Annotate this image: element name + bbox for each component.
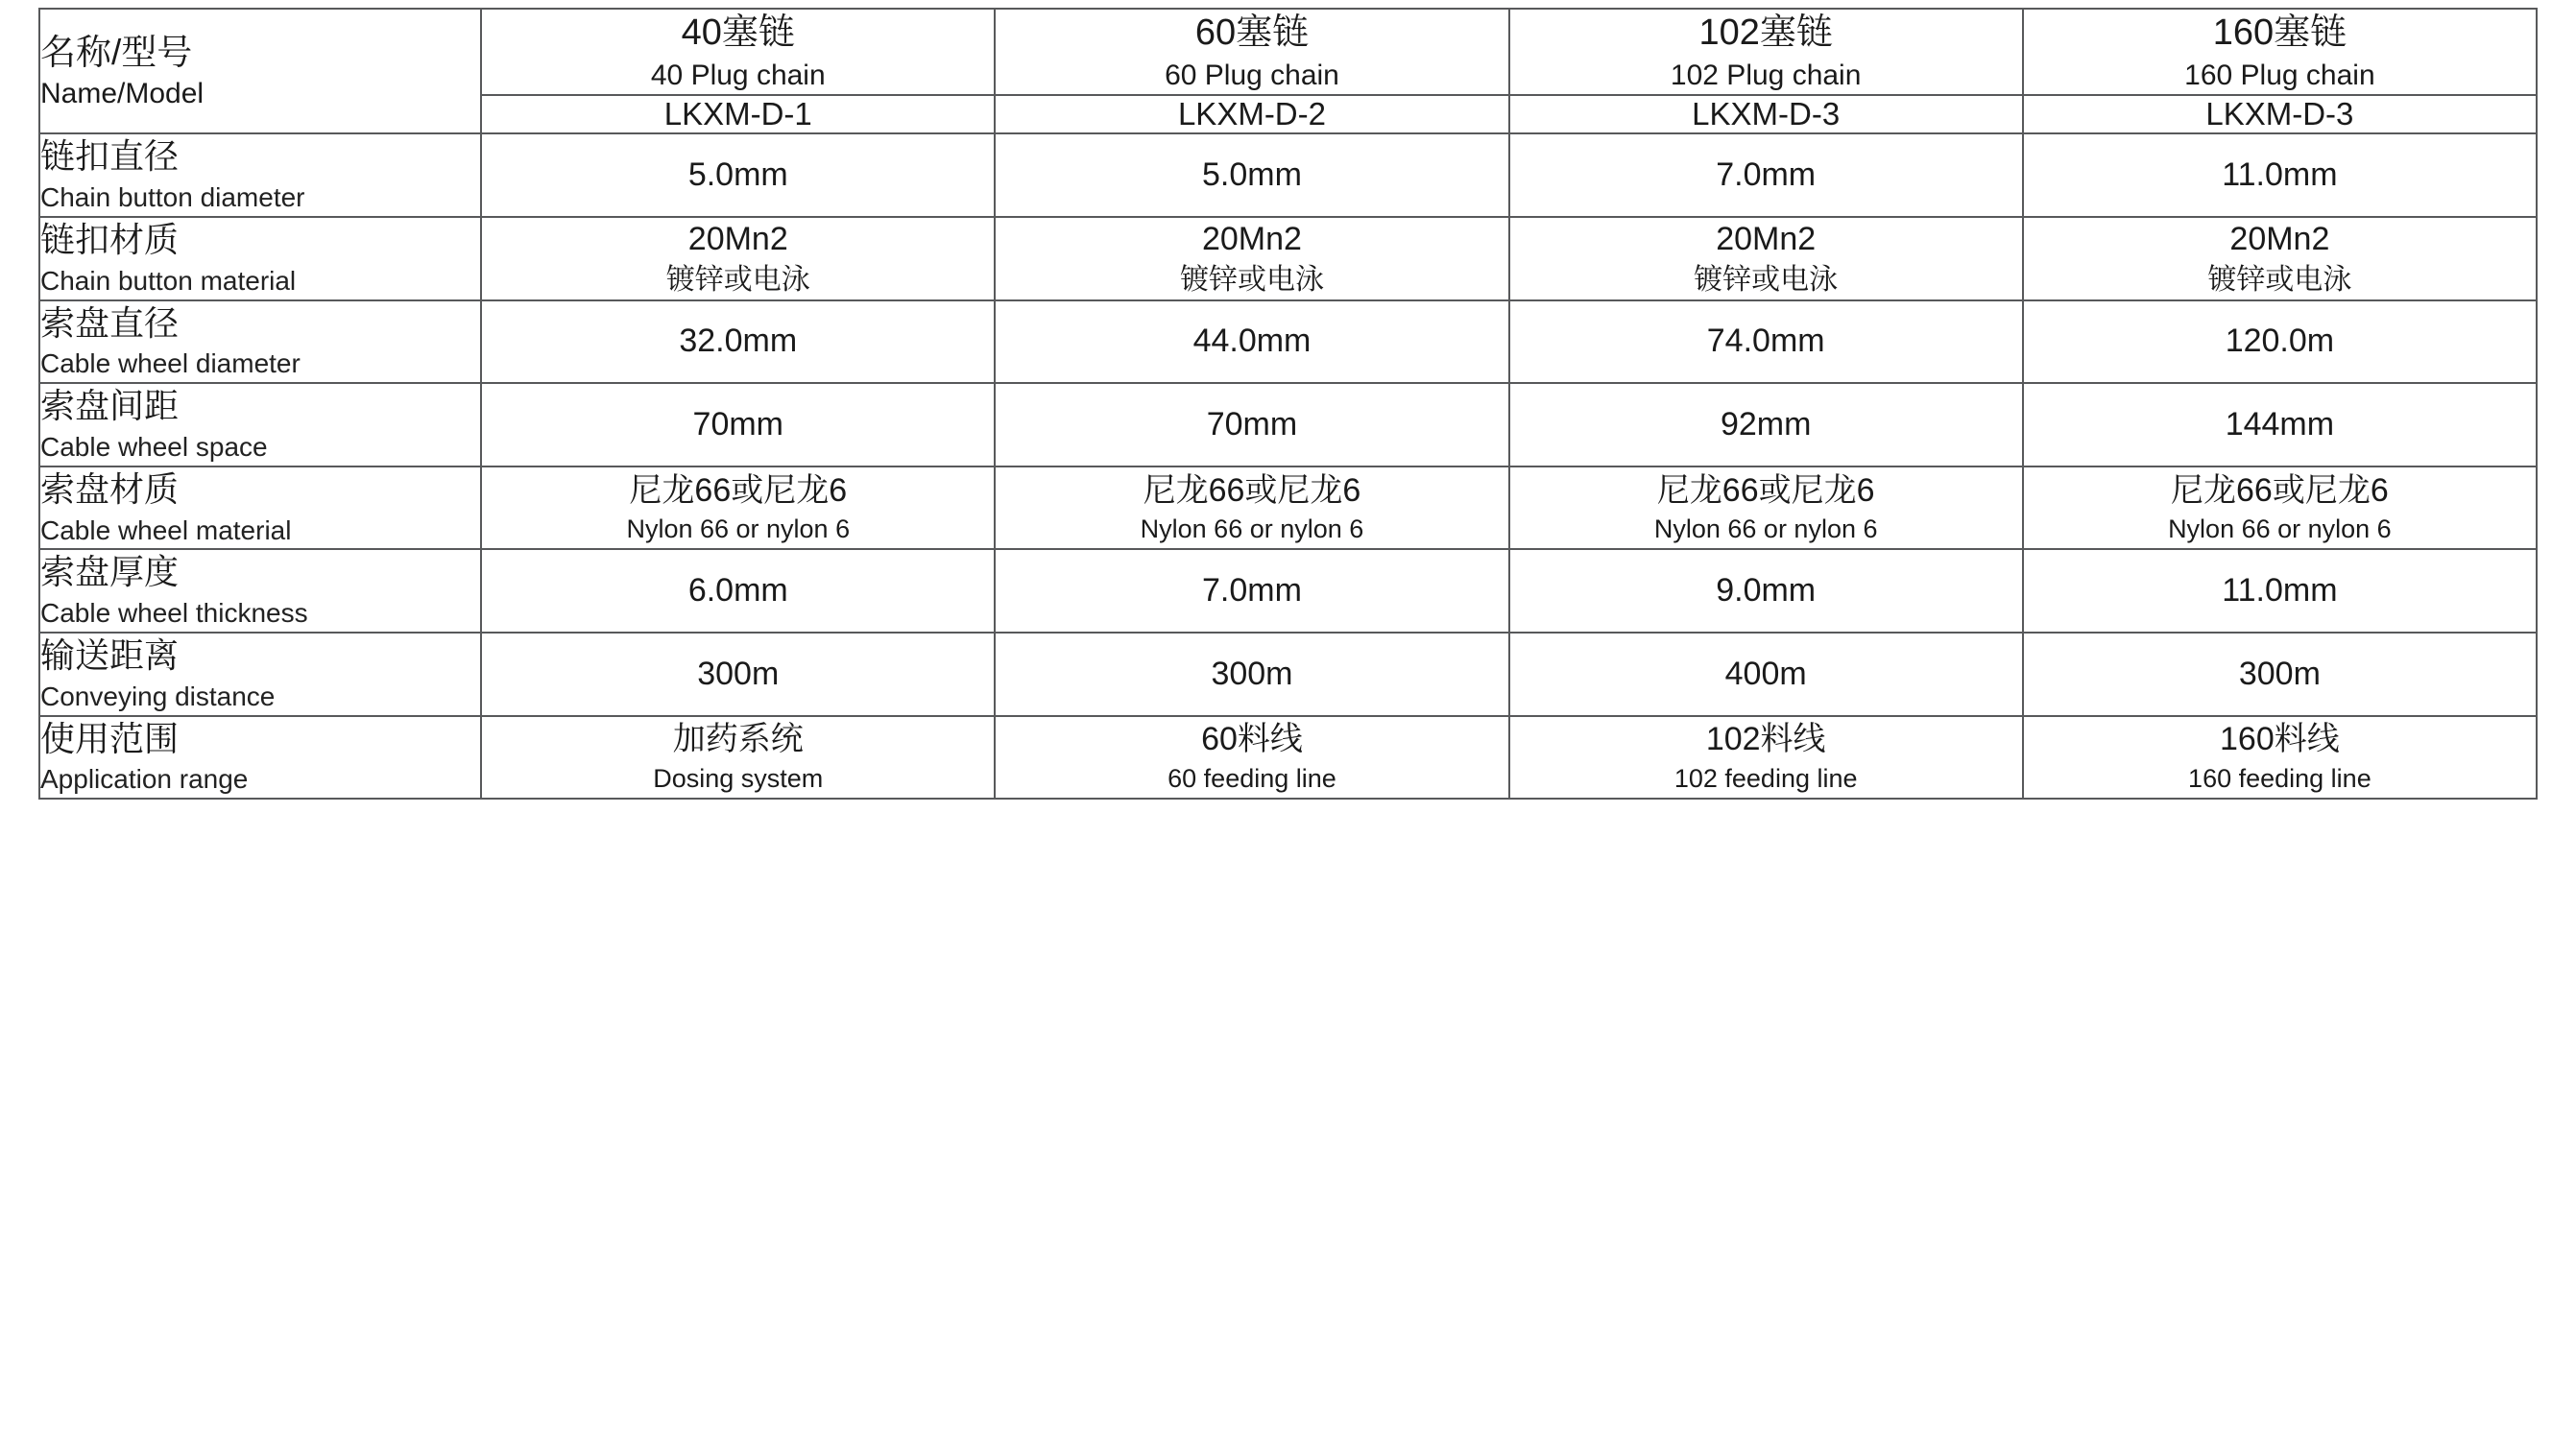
cell-r7-c1 [995,716,1508,800]
cell-r7-c3 [2023,716,2537,800]
cell-subvalue: Nylon 66 or nylon 6 [2168,514,2392,544]
cell-r2-c2 [1509,300,2023,384]
cell-r1-c0 [481,217,995,300]
cell-value: 11.0mm [2222,572,2338,610]
cell-value: 300m [2238,655,2321,692]
cell-r1-c1 [995,217,1508,300]
cell-r3-c2 [1509,383,2023,466]
cell-value: 尼龙66或尼龙6 [629,471,848,509]
table-row [39,466,2537,550]
cell-r3-c3 [2023,383,2537,466]
row-label-zh: 索盘间距 [40,386,180,426]
cell-r3-c0 [481,383,995,466]
cell-value: 7.0mm [1202,572,1302,610]
row-label-en: Application range [40,764,249,795]
cell-value: 尼龙66或尼龙6 [2171,471,2389,509]
table-row [39,133,2537,217]
cell-value: 102料线 [1705,721,1826,758]
cell-subvalue: 镀锌或电泳 [665,263,810,296]
cell-r0-c0 [481,133,995,217]
row-label-en: Cable wheel material [40,514,292,545]
table-row [39,549,2537,633]
table-row [39,217,2537,300]
cell-r6-c3 [2023,633,2537,716]
table-row [39,633,2537,716]
row-label-cable-wheel-diameter [39,300,481,384]
cell-value: 44.0mm [1192,323,1312,360]
table-body [39,133,2537,799]
row-label-zh: 链扣直径 [40,136,180,177]
model-code-4: LKXM-D-3 [2023,95,2537,133]
cell-r4-c2 [1509,466,2023,550]
cell-r7-c0 [481,716,995,800]
cell-value: 74.0mm [1706,323,1825,360]
cell-value: 32.0mm [679,323,798,360]
cell-value: 20Mn2 [1716,221,1817,258]
column-header-1 [481,9,995,95]
cell-value: 6.0mm [687,572,788,610]
column-header-1-en: 40 Plug chain [650,60,826,92]
cell-value: 9.0mm [1716,572,1817,610]
corner-label-en: Name/Model [40,78,205,110]
cell-value: 120.0m [2225,323,2335,360]
row-label-en: Cable wheel diameter [40,348,301,379]
cell-value: 尼龙66或尼龙6 [1143,471,1361,509]
cell-subvalue: 镀锌或电泳 [1179,263,1324,296]
column-header-2 [995,9,1508,95]
column-header-3-zh: 102塞链 [1698,12,1833,53]
row-label-conveying-distance [39,633,481,716]
cell-r2-c3 [2023,300,2537,384]
table-row [39,300,2537,384]
row-label-cable-wheel-material [39,466,481,550]
cell-value: 尼龙66或尼龙6 [1656,471,1875,509]
cell-r1-c3 [2023,217,2537,300]
cell-r6-c0 [481,633,995,716]
cell-subvalue: 镀锌或电泳 [1694,263,1839,296]
cell-value: 20Mn2 [687,221,788,258]
cell-r5-c2 [1509,549,2023,633]
cell-subvalue: 60 feeding line [1168,764,1336,794]
row-label-en: Conveying distance [40,681,276,711]
cell-value: 70mm [692,406,783,443]
cell-value: 160料线 [2220,721,2340,758]
cell-value: 92mm [1720,406,1812,443]
cell-r1-c2 [1509,217,2023,300]
column-header-4-zh: 160塞链 [2212,12,2347,53]
cell-value: 20Mn2 [1201,221,1302,258]
cell-r6-c1 [995,633,1508,716]
cell-subvalue: Nylon 66 or nylon 6 [1653,514,1878,544]
cell-value: 5.0mm [687,156,788,194]
cell-r7-c2 [1509,716,2023,800]
column-header-2-zh: 60塞链 [1194,12,1310,53]
cell-r0-c3 [2023,133,2537,217]
cell-r5-c3 [2023,549,2537,633]
row-label-zh: 索盘厚度 [40,552,180,592]
cell-r2-c0 [481,300,995,384]
cell-value: 5.0mm [1202,156,1302,194]
row-label-en: Cable wheel thickness [40,598,308,629]
cell-r4-c0 [481,466,995,550]
row-label-cable-wheel-thickness [39,549,481,633]
header-row-model-names [39,9,2537,95]
cell-subvalue: 镀锌或电泳 [2207,263,2352,296]
row-label-chain-button-diameter [39,133,481,217]
cell-value: 7.0mm [1716,156,1817,194]
row-label-en: Chain button diameter [40,182,305,213]
cell-value: 300m [697,655,780,692]
column-header-4-en: 160 Plug chain [2184,60,2375,92]
column-header-3 [1509,9,2023,95]
row-label-cable-wheel-space [39,383,481,466]
cell-r5-c1 [995,549,1508,633]
row-label-en: Chain button material [40,265,297,296]
model-code-2: LKXM-D-2 [995,95,1508,133]
cell-subvalue: Nylon 66 or nylon 6 [1140,514,1364,544]
cell-value: 加药系统 [672,721,804,758]
cell-r2-c1 [995,300,1508,384]
table-header [39,9,2537,133]
table-row [39,716,2537,800]
cell-r3-c1 [995,383,1508,466]
cell-subvalue: Nylon 66 or nylon 6 [626,514,851,544]
row-label-zh: 链扣材质 [40,219,180,259]
cell-subvalue: 160 feeding line [2188,764,2371,794]
row-label-zh: 使用范围 [40,718,180,758]
cell-r5-c0 [481,549,995,633]
column-header-2-en: 60 Plug chain [1165,60,1339,92]
row-label-application-range [39,716,481,800]
cell-r0-c2 [1509,133,2023,217]
cell-r6-c2 [1509,633,2023,716]
row-label-zh: 索盘材质 [40,468,180,509]
cell-subvalue: 102 feeding line [1673,764,1858,794]
row-label-zh: 索盘直径 [40,302,180,343]
row-label-chain-button-material [39,217,481,300]
cell-value: 70mm [1206,406,1298,443]
specification-table [38,8,2538,800]
cell-value: 20Mn2 [2229,221,2330,258]
model-code-1: LKXM-D-1 [481,95,995,133]
cell-value: 144mm [2225,406,2335,443]
model-code-3: LKXM-D-3 [1509,95,2023,133]
cell-r4-c3 [2023,466,2537,550]
table-row [39,383,2537,466]
column-header-1-zh: 40塞链 [681,12,795,53]
column-header-3-en: 102 Plug chain [1670,60,1862,92]
cell-value: 60料线 [1201,721,1303,758]
cell-value: 300m [1211,655,1293,692]
cell-r0-c1 [995,133,1508,217]
cell-subvalue: Dosing system [653,764,824,794]
cell-r4-c1 [995,466,1508,550]
row-label-zh: 输送距离 [40,634,180,675]
row-label-en: Cable wheel space [40,431,268,462]
cell-value: 11.0mm [2222,156,2338,194]
header-corner-name-model [39,9,481,133]
column-header-4 [2023,9,2537,95]
corner-label-zh: 名称/型号 [40,33,193,73]
cell-value: 400m [1724,655,1807,692]
